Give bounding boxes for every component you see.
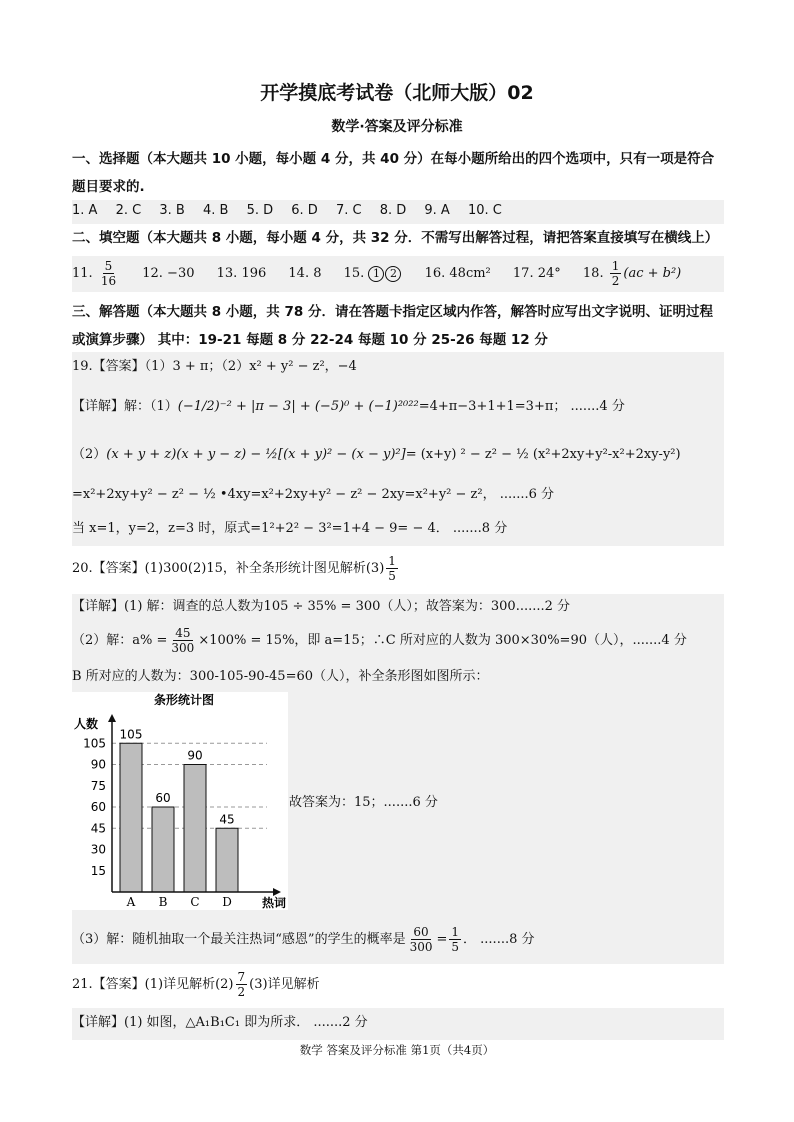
q20-detail-4: [72, 922, 724, 958]
bar: [152, 807, 174, 892]
section-2-heading: 二、填空题（本大题共 8 小题，每小题 4 分，共 32 分．不需写出解答过程，请把答案直接填写在横线上）: [72, 230, 719, 246]
q20-answer-num: 1: [388, 554, 396, 568]
y-tick-label: 75: [90, 778, 106, 793]
q20-detail-2: [72, 624, 724, 658]
fill-18-fraction: [610, 259, 622, 288]
q19-detail-2-expr: (x + y + z)(x + y − z) − ½[(x + y)² − (x − y)²]: [106, 447, 406, 462]
fill-18-den: 2: [611, 274, 620, 288]
q19-detail-1-expr: (−1/2)⁻² + |π − 3| + (−5)⁰ + (−1)²⁰²²: [177, 399, 419, 414]
q21-answer-num: 7: [237, 970, 246, 984]
choice-answer-10: 10. C: [467, 203, 502, 218]
y-tick-label: 90: [90, 757, 106, 772]
y-tick-label: 15: [90, 863, 106, 878]
q20-answer: [72, 552, 724, 586]
q20-detail-4-frac1: [408, 925, 435, 954]
page-title: 开学摸底考试卷（北师大版）02: [260, 82, 534, 104]
q21-answer: [72, 968, 724, 1002]
q21-answer-fraction: [236, 970, 248, 999]
q19-detail-2-pre: （2）: [72, 447, 107, 462]
fill-answer-13: 13. 196: [216, 266, 267, 281]
q20-detail-4-eq: =: [436, 932, 448, 947]
choice-answer-4: 4. B: [202, 203, 229, 218]
q20-detail-2-post: ×100% = 15%，即 a=15；∴C 所对应的人数为 300×30%=90（人），.......4 分: [198, 633, 687, 648]
section-3-heading: [72, 298, 728, 354]
bar-chart: [72, 692, 288, 910]
choice-answer-9: 9. A: [424, 203, 450, 218]
chart-bars: [120, 727, 238, 892]
page-subtitle: 数学·答案及评分标准: [331, 119, 463, 135]
x-axis-label: 热词: [261, 896, 286, 910]
y-tick-label: 45: [90, 821, 106, 836]
q20-detail-4-n2: 1: [451, 925, 460, 939]
fill-11-label: 11.: [72, 266, 93, 281]
choice-answer-5: 5. D: [246, 203, 274, 218]
q20-detail-2-pre: （2）解：a% =: [72, 633, 168, 648]
fill-answer-18: [582, 259, 682, 288]
choice-answer-7: 7. C: [335, 203, 362, 218]
fill-answer-14: 14. 8: [288, 266, 322, 281]
q20-detail-4-post: ． .......8 分: [463, 932, 535, 947]
fill-answer-16: 16. 48cm²: [424, 266, 491, 281]
q20-detail-2-num: 45: [175, 626, 191, 640]
fill-answer-12: 12. −30: [142, 266, 195, 281]
q19-detail-1-pre: 【详解】解：（1）: [72, 399, 178, 414]
q20-answer-fraction: [386, 554, 398, 583]
choice-answers: [72, 200, 724, 224]
q20-detail-2-den: 300: [171, 641, 195, 655]
q20-detail-2-fraction: [169, 626, 196, 655]
y-axis-arrow: [108, 714, 116, 722]
q20-detail-4-frac2: [449, 925, 461, 954]
bar-value-label: 45: [219, 812, 235, 827]
q20-detail-1: 【详解】(1) 解：调查的总人数为105 ÷ 35% = 300（人）；故答案为：300.......2 分: [72, 599, 571, 614]
fill-15-label: 15.: [343, 266, 365, 281]
category-label: C: [190, 895, 200, 909]
q21-detail-1: 【详解】(1) 如图，△A₁B₁C₁ 即为所求． .......2 分: [72, 1015, 368, 1030]
q19-detail-2-post: = (x+y) ² − z² − ½ (x²+2xy+y²-x²+2xy-y²): [405, 447, 681, 462]
fill-answers: [72, 256, 724, 292]
circled-two: 2: [385, 266, 401, 282]
fill-11-num: 5: [104, 259, 113, 273]
bar-value-label: 105: [119, 727, 143, 742]
q21-answer-post: (3)详见解析: [249, 977, 320, 992]
page-footer: 数学 答案及评分标准 第1页（共4页）: [299, 1043, 495, 1057]
q20-answer-den: 5: [388, 569, 396, 583]
section-1-heading: [72, 145, 728, 201]
section-1-line1: 一、选择题（本大题共 10 小题，每小题 4 分，共 40 分）在每小题所给出的四个选项中，只有一项是符合: [72, 151, 715, 167]
bar-value-label: 90: [187, 748, 203, 763]
q20-detail-4-d2: 5: [451, 940, 460, 954]
section-3-line2: 或演算步骤） 其中：19-21 每题 8 分 22-24 每题 10 分 25-26 每题 12 分: [72, 332, 548, 348]
q20-detail-3: B 所对应的人数为：300-105-90-45=60（人），补全条形图如图所示：: [72, 669, 489, 684]
q19-detail-3: =x²+2xy+y² − z² − ½ •4xy=x²+2xy+y² − z² − 2xy=x²+y² − z²， .......6 分: [72, 487, 555, 502]
y-tick-label: 60: [90, 800, 106, 814]
bar: [184, 765, 206, 893]
q20-detail-4-pre: （3）解：随机抽取一个最关注热词“感恩”的学生的概率是: [72, 932, 406, 947]
q19-answer: 19.【答案】（1）3 + π；（2）x² + y² − z²，−4: [72, 359, 357, 374]
q19-detail-1: [72, 396, 724, 418]
fill-18-rest: (ac + b²): [623, 266, 682, 281]
fill-answer-15: [344, 266, 407, 281]
circled-one: 1: [368, 266, 384, 282]
x-axis-arrow: [273, 888, 281, 896]
category-label: B: [158, 895, 168, 909]
y-tick-label: 30: [90, 842, 106, 857]
fill-18-label: 18.: [582, 266, 604, 281]
bar-chart-svg: [72, 692, 288, 910]
bar: [216, 828, 238, 892]
choice-answer-6: 6. D: [291, 203, 318, 218]
choice-answer-1: 1. A: [72, 203, 98, 218]
y-axis-label: 人数: [74, 717, 99, 731]
q20-detail-4-n1: 60: [413, 925, 429, 939]
chart-title: 条形统计图: [153, 693, 215, 707]
q21-answer-pre: 21.【答案】(1)详见解析(2): [72, 977, 234, 992]
category-label: A: [126, 895, 136, 909]
q21-answer-den: 2: [237, 985, 246, 999]
bar-value-label: 60: [155, 791, 171, 805]
q20-answer-pre: 20.【答案】(1)300(2)15，补全条形统计图见解析(3): [72, 561, 385, 576]
q19-detail-1-post: =4+π−3+1+1=3+π； .......4 分: [418, 399, 625, 414]
choice-answer-3: 3. B: [159, 203, 185, 218]
category-label: D: [222, 895, 232, 909]
fill-answer-17: 17. 24°: [512, 266, 561, 281]
q19-detail-2: [72, 444, 724, 466]
section-3-line1: 三、解答题（本大题共 8 小题，共 78 分．请在答题卡指定区域内作答，解答时应写出文字说明、证明过程: [72, 304, 713, 320]
bar: [120, 743, 142, 892]
fill-11-den: 16: [100, 274, 117, 288]
q20-detail-4-d1: 300: [409, 940, 433, 954]
q19-detail-4: 当 x=1，y=2，z=3 时，原式=1²+2² − 3²=1+4 − 9= − 4． .......8 分: [72, 521, 508, 536]
fill-18-num: 1: [611, 259, 620, 273]
choice-answer-8: 8. D: [379, 203, 407, 218]
choice-answer-2: 2. C: [115, 203, 142, 218]
fill-answer-11: [72, 259, 124, 288]
fill-11-fraction: [99, 259, 118, 288]
section-1-line2: 题目要求的.: [72, 179, 145, 195]
q20-chart-side-text: 故答案为：15；.......6 分: [289, 795, 438, 810]
y-tick-label: 105: [83, 736, 106, 751]
